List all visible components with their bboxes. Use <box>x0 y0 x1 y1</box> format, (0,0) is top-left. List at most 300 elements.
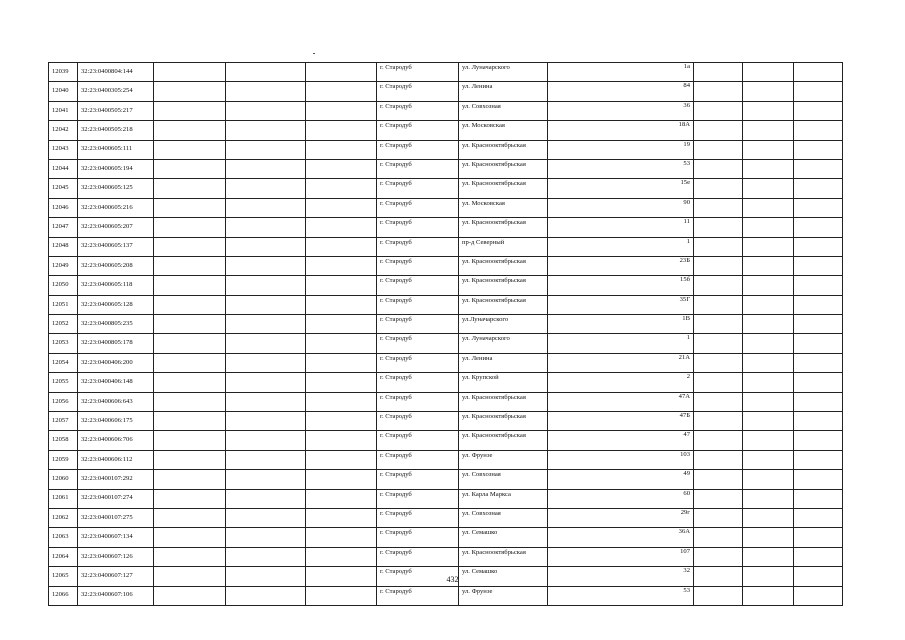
city-cell: г. Стародуб <box>377 179 459 198</box>
empty-cell <box>154 373 226 392</box>
empty-cell <box>794 353 843 372</box>
empty-cell <box>794 412 843 431</box>
house-number-cell: 1 <box>548 334 694 353</box>
empty-cell <box>154 121 226 140</box>
city-cell: г. Стародуб <box>377 101 459 120</box>
empty-cell <box>306 450 377 469</box>
street-cell: ул. Фрунзе <box>459 586 548 605</box>
empty-cell <box>226 82 306 101</box>
record-number-cell: 12048 <box>49 237 78 256</box>
table-row <box>49 140 843 159</box>
cadastral-number-cell: 32:23:0400305:254 <box>78 82 154 101</box>
cadastral-number-cell: 32:23:0400605:194 <box>78 159 154 178</box>
cadastral-number-cell: 32:23:0400607:134 <box>78 528 154 547</box>
empty-cell <box>743 315 794 334</box>
record-number-cell: 12053 <box>49 334 78 353</box>
record-number-cell: 12051 <box>49 295 78 314</box>
empty-cell <box>306 140 377 159</box>
city-cell: г. Стародуб <box>377 295 459 314</box>
empty-cell <box>226 140 306 159</box>
empty-cell <box>306 63 377 82</box>
house-number-cell: 15е <box>548 179 694 198</box>
city-cell: г. Стародуб <box>377 528 459 547</box>
city-cell: г. Стародуб <box>377 412 459 431</box>
street-cell: ул. Семашко <box>459 528 548 547</box>
empty-cell <box>694 489 743 508</box>
empty-cell <box>154 353 226 372</box>
empty-cell <box>794 334 843 353</box>
empty-cell <box>694 198 743 217</box>
record-number-cell: 12060 <box>49 470 78 489</box>
empty-cell <box>226 237 306 256</box>
empty-cell <box>226 508 306 527</box>
street-cell: ул. Краснооктябрьская <box>459 179 548 198</box>
empty-cell <box>226 198 306 217</box>
empty-cell <box>226 295 306 314</box>
empty-cell <box>306 489 377 508</box>
empty-cell <box>694 237 743 256</box>
empty-cell <box>743 198 794 217</box>
empty-cell <box>794 315 843 334</box>
empty-cell <box>743 450 794 469</box>
empty-cell <box>154 276 226 295</box>
street-cell: ул. Карла Маркса <box>459 489 548 508</box>
street-cell: ул. Совхозная <box>459 101 548 120</box>
table-row <box>49 586 843 605</box>
table-row <box>49 431 843 450</box>
empty-cell <box>154 140 226 159</box>
empty-cell <box>154 586 226 605</box>
empty-cell <box>226 334 306 353</box>
empty-cell <box>306 373 377 392</box>
empty-cell <box>794 450 843 469</box>
empty-cell <box>306 198 377 217</box>
record-number-cell: 12064 <box>49 547 78 566</box>
street-cell: ул. Московская <box>459 121 548 140</box>
house-number-cell: 84 <box>548 82 694 101</box>
table-row <box>49 334 843 353</box>
house-number-cell: 47 <box>548 431 694 450</box>
cadastral-number-cell: 32:23:0400606:112 <box>78 450 154 469</box>
empty-cell <box>743 276 794 295</box>
house-number-cell: 19 <box>548 140 694 159</box>
empty-cell <box>306 179 377 198</box>
street-cell: ул. Краснооктябрьская <box>459 547 548 566</box>
city-cell: г. Стародуб <box>377 392 459 411</box>
table-row <box>49 295 843 314</box>
empty-cell <box>226 528 306 547</box>
empty-cell <box>694 218 743 237</box>
street-cell: ул. Краснооктябрьская <box>459 295 548 314</box>
empty-cell <box>794 489 843 508</box>
street-cell: ул. Краснооктябрьская <box>459 140 548 159</box>
cadastral-number-cell: 32:23:0400607:126 <box>78 547 154 566</box>
cadastral-number-cell: 32:23:0400107:274 <box>78 489 154 508</box>
empty-cell <box>226 315 306 334</box>
city-cell: г. Стародуб <box>377 198 459 217</box>
empty-cell <box>306 315 377 334</box>
empty-cell <box>794 276 843 295</box>
house-number-cell: 11 <box>548 218 694 237</box>
cadastral-number-cell: 32:23:0400805:178 <box>78 334 154 353</box>
empty-cell <box>154 159 226 178</box>
table-row <box>49 353 843 372</box>
empty-cell <box>226 470 306 489</box>
table-row <box>49 373 843 392</box>
record-number-cell: 12043 <box>49 140 78 159</box>
empty-cell <box>154 101 226 120</box>
empty-cell <box>226 489 306 508</box>
empty-cell <box>694 140 743 159</box>
city-cell: г. Стародуб <box>377 373 459 392</box>
record-number-cell: 12062 <box>49 508 78 527</box>
empty-cell <box>306 470 377 489</box>
empty-cell <box>694 470 743 489</box>
city-cell: г. Стародуб <box>377 82 459 101</box>
city-cell: г. Стародуб <box>377 470 459 489</box>
house-number-cell: 60 <box>548 489 694 508</box>
empty-cell <box>743 489 794 508</box>
cadastral-number-cell: 32:23:0400107:275 <box>78 508 154 527</box>
table-row <box>49 218 843 237</box>
empty-cell <box>226 547 306 566</box>
empty-cell <box>154 334 226 353</box>
city-cell: г. Стародуб <box>377 276 459 295</box>
empty-cell <box>743 218 794 237</box>
empty-cell <box>306 412 377 431</box>
empty-cell <box>226 392 306 411</box>
table-row <box>49 547 843 566</box>
table-row <box>49 237 843 256</box>
empty-cell <box>694 82 743 101</box>
empty-cell <box>794 392 843 411</box>
house-number-cell: 1 <box>548 237 694 256</box>
city-cell: г. Стародуб <box>377 353 459 372</box>
table-body <box>49 63 843 606</box>
empty-cell <box>694 586 743 605</box>
empty-cell <box>694 334 743 353</box>
table-row <box>49 276 843 295</box>
empty-cell <box>694 276 743 295</box>
empty-cell <box>694 508 743 527</box>
empty-cell <box>694 315 743 334</box>
empty-cell <box>226 586 306 605</box>
empty-cell <box>306 256 377 275</box>
cadastral-number-cell: 32:23:0400605:128 <box>78 295 154 314</box>
empty-cell <box>306 547 377 566</box>
empty-cell <box>743 295 794 314</box>
cadastral-number-cell: 32:23:0400107:292 <box>78 470 154 489</box>
street-cell: ул. Луначарского <box>459 334 548 353</box>
empty-cell <box>794 140 843 159</box>
empty-cell <box>794 373 843 392</box>
cadastral-number-cell: 32:23:0400605:111 <box>78 140 154 159</box>
house-number-cell: 53 <box>548 159 694 178</box>
empty-cell <box>743 547 794 566</box>
empty-cell <box>154 450 226 469</box>
house-number-cell: 21А <box>548 353 694 372</box>
street-cell: ул. Ленина <box>459 353 548 372</box>
empty-cell <box>154 508 226 527</box>
cadastral-number-cell: 32:23:0400804:144 <box>78 63 154 82</box>
empty-cell <box>794 198 843 217</box>
empty-cell <box>306 218 377 237</box>
cadastral-number-cell: 32:23:0400605:118 <box>78 276 154 295</box>
street-cell: ул. Луначарского <box>459 63 548 82</box>
house-number-cell: 29г <box>548 508 694 527</box>
empty-cell <box>694 256 743 275</box>
empty-cell <box>743 140 794 159</box>
empty-cell <box>743 82 794 101</box>
record-number-cell: 12055 <box>49 373 78 392</box>
city-cell: г. Стародуб <box>377 431 459 450</box>
record-number-cell: 12056 <box>49 392 78 411</box>
city-cell: г. Стародуб <box>377 567 459 586</box>
empty-cell <box>306 121 377 140</box>
empty-cell <box>694 179 743 198</box>
empty-cell <box>306 431 377 450</box>
street-cell: ул. Краснооктябрьская <box>459 159 548 178</box>
empty-cell <box>154 431 226 450</box>
table-row <box>49 63 843 82</box>
house-number-cell: 32 <box>548 567 694 586</box>
empty-cell <box>694 431 743 450</box>
empty-cell <box>306 82 377 101</box>
record-number-cell: 12039 <box>49 63 78 82</box>
record-number-cell: 12063 <box>49 528 78 547</box>
empty-cell <box>743 121 794 140</box>
table-row <box>49 179 843 198</box>
house-number-cell: 53 <box>548 586 694 605</box>
table-row <box>49 198 843 217</box>
empty-cell <box>154 547 226 566</box>
empty-cell <box>226 218 306 237</box>
empty-cell <box>794 63 843 82</box>
empty-cell <box>743 373 794 392</box>
street-cell: ул. Московская <box>459 198 548 217</box>
record-number-cell: 12046 <box>49 198 78 217</box>
record-number-cell: 12059 <box>49 450 78 469</box>
empty-cell <box>226 256 306 275</box>
record-number-cell: 12040 <box>49 82 78 101</box>
empty-cell <box>226 412 306 431</box>
empty-cell <box>694 412 743 431</box>
empty-cell <box>226 431 306 450</box>
table-row <box>49 159 843 178</box>
empty-cell <box>694 353 743 372</box>
empty-cell <box>154 315 226 334</box>
empty-cell <box>306 528 377 547</box>
street-cell: ул. Совхозная <box>459 508 548 527</box>
empty-cell <box>694 101 743 120</box>
city-cell: г. Стародуб <box>377 256 459 275</box>
house-number-cell: 47А <box>548 392 694 411</box>
street-cell: ул. Краснооктябрьская <box>459 218 548 237</box>
record-number-cell: 12058 <box>49 431 78 450</box>
record-number-cell: 12050 <box>49 276 78 295</box>
record-number-cell: 12057 <box>49 412 78 431</box>
empty-cell <box>743 256 794 275</box>
table-row <box>49 82 843 101</box>
house-number-cell: 18А <box>548 121 694 140</box>
street-cell: ул. Фрунзе <box>459 450 548 469</box>
city-cell: г. Стародуб <box>377 508 459 527</box>
table-row <box>49 315 843 334</box>
table-row <box>49 101 843 120</box>
city-cell: г. Стародуб <box>377 547 459 566</box>
table-row <box>49 256 843 275</box>
record-number-cell: 12049 <box>49 256 78 275</box>
street-cell: ул. Краснооктябрьская <box>459 392 548 411</box>
city-cell: г. Стародуб <box>377 121 459 140</box>
empty-cell <box>743 353 794 372</box>
street-cell: ул. Краснооктябрьская <box>459 412 548 431</box>
city-cell: г. Стародуб <box>377 334 459 353</box>
record-number-cell: 12054 <box>49 353 78 372</box>
record-number-cell: 12066 <box>49 586 78 605</box>
cadastral-number-cell: 32:23:0400606:175 <box>78 412 154 431</box>
empty-cell <box>743 412 794 431</box>
empty-cell <box>794 528 843 547</box>
empty-cell <box>154 295 226 314</box>
empty-cell <box>794 256 843 275</box>
table-row <box>49 450 843 469</box>
empty-cell <box>154 218 226 237</box>
street-cell: ул. Семашко <box>459 567 548 586</box>
empty-cell <box>743 586 794 605</box>
empty-cell <box>306 237 377 256</box>
house-number-cell: 49 <box>548 470 694 489</box>
house-number-cell: 36А <box>548 528 694 547</box>
empty-cell <box>694 373 743 392</box>
empty-cell <box>794 121 843 140</box>
house-number-cell: 1В <box>548 315 694 334</box>
house-number-cell: 103 <box>548 450 694 469</box>
empty-cell <box>743 334 794 353</box>
empty-cell <box>694 528 743 547</box>
cadastral-number-cell: 32:23:0400605:125 <box>78 179 154 198</box>
city-cell: г. Стародуб <box>377 159 459 178</box>
empty-cell <box>743 101 794 120</box>
table-row <box>49 412 843 431</box>
street-cell: ул.Луначарского <box>459 315 548 334</box>
empty-cell <box>226 353 306 372</box>
city-cell: г. Стародуб <box>377 140 459 159</box>
record-number-cell: 12065 <box>49 567 78 586</box>
empty-cell <box>694 121 743 140</box>
cadastral-number-cell: 32:23:0400505:217 <box>78 101 154 120</box>
house-number-cell: 47Б <box>548 412 694 431</box>
table-row <box>49 508 843 527</box>
house-number-cell: 2 <box>548 373 694 392</box>
empty-cell <box>743 159 794 178</box>
house-number-cell: 36 <box>548 101 694 120</box>
house-number-cell: 35Г <box>548 295 694 314</box>
street-cell: ул. Совхозная <box>459 470 548 489</box>
empty-cell <box>226 63 306 82</box>
empty-cell <box>743 179 794 198</box>
table-row <box>49 392 843 411</box>
empty-cell <box>306 295 377 314</box>
cadastral-number-cell: 32:23:0400406:200 <box>78 353 154 372</box>
empty-cell <box>154 470 226 489</box>
table-row <box>49 528 843 547</box>
house-number-cell: 90 <box>548 198 694 217</box>
cadastral-number-cell: 32:23:0400607:106 <box>78 586 154 605</box>
empty-cell <box>154 82 226 101</box>
empty-cell <box>226 101 306 120</box>
empty-cell <box>743 431 794 450</box>
street-cell: ул. Краснооктябрьская <box>459 276 548 295</box>
record-number-cell: 12044 <box>49 159 78 178</box>
empty-cell <box>743 237 794 256</box>
empty-cell <box>306 586 377 605</box>
city-cell: г. Стародуб <box>377 63 459 82</box>
empty-cell <box>794 159 843 178</box>
empty-cell <box>794 82 843 101</box>
empty-cell <box>226 159 306 178</box>
empty-cell <box>694 295 743 314</box>
cadastral-number-cell: 32:23:0400605:208 <box>78 256 154 275</box>
record-number-cell: 12042 <box>49 121 78 140</box>
house-number-cell: 1а <box>548 63 694 82</box>
city-cell: г. Стародуб <box>377 315 459 334</box>
cadastral-number-cell: 32:23:0400606:643 <box>78 392 154 411</box>
empty-cell <box>154 256 226 275</box>
cadastral-number-cell: 32:23:0400805:235 <box>78 315 154 334</box>
empty-cell <box>794 237 843 256</box>
empty-cell <box>743 63 794 82</box>
empty-cell <box>694 392 743 411</box>
empty-cell <box>226 179 306 198</box>
empty-cell <box>226 450 306 469</box>
empty-cell <box>743 508 794 527</box>
table-row <box>49 121 843 140</box>
empty-cell <box>306 334 377 353</box>
house-number-cell: 23Б <box>548 256 694 275</box>
empty-cell <box>226 121 306 140</box>
empty-cell <box>743 392 794 411</box>
record-number-cell: 12041 <box>49 101 78 120</box>
city-cell: г. Стародуб <box>377 450 459 469</box>
empty-cell <box>794 218 843 237</box>
empty-cell <box>154 412 226 431</box>
empty-cell <box>794 431 843 450</box>
record-number-cell: 12045 <box>49 179 78 198</box>
empty-cell <box>794 179 843 198</box>
empty-cell <box>154 489 226 508</box>
page-number: 432 <box>446 575 459 584</box>
empty-cell <box>306 353 377 372</box>
empty-cell <box>694 450 743 469</box>
record-number-cell: 12052 <box>49 315 78 334</box>
empty-cell <box>154 198 226 217</box>
empty-cell <box>794 508 843 527</box>
scan-speck <box>313 53 315 54</box>
house-number-cell: 107 <box>548 547 694 566</box>
cadastral-number-cell: 32:23:0400605:216 <box>78 198 154 217</box>
empty-cell <box>154 63 226 82</box>
street-cell: ул. Краснооктябрьская <box>459 256 548 275</box>
empty-cell <box>154 392 226 411</box>
table-row <box>49 470 843 489</box>
empty-cell <box>306 101 377 120</box>
empty-cell <box>694 63 743 82</box>
empty-cell <box>226 373 306 392</box>
empty-cell <box>306 276 377 295</box>
property-register-table <box>48 62 843 606</box>
empty-cell <box>794 547 843 566</box>
